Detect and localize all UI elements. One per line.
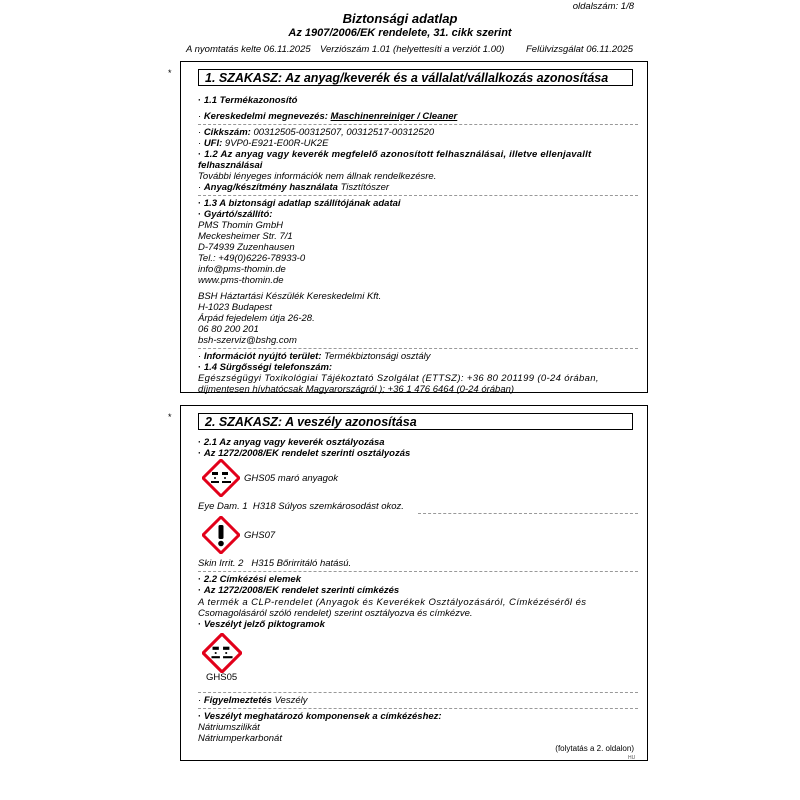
eye-class: Eye Dam. 1 [198, 501, 248, 512]
supplier-label [198, 209, 272, 220]
ufi-value: 9VP0-E921-E00R-UK2E [224, 138, 329, 149]
version: Verziószám 1.01 (helyettesíti a verziót 1.00) [320, 44, 505, 55]
clp-label-title-text: Az 1272/2008/EK rendelet szerinti címkézés [203, 585, 400, 596]
supplier-line: D-74939 Zuzenhausen [198, 242, 295, 253]
language-code: HU [628, 755, 636, 761]
s14-title [198, 362, 332, 373]
s22-title-text: 2.2 Címkézési elemek [203, 574, 301, 585]
s14-title-text: 1.4 Sürgősségi telefonszám: [203, 362, 333, 373]
picto-title [198, 619, 325, 630]
divider [198, 124, 638, 125]
components-title [198, 711, 442, 722]
ghs05-label: GHS05 maró anyagok [244, 473, 338, 484]
divider [198, 195, 638, 196]
supplier-line: Meckesheimer Str. 7/1 [198, 231, 293, 242]
supplier-line: PMS Thomin GmbH [198, 220, 283, 231]
info-value: Termékbiztonsági osztály [324, 351, 431, 362]
s11-title-text: 1.1 Termékazonosító [203, 95, 298, 106]
info-label: Információt nyújtó terület: [203, 351, 322, 362]
document-subtitle: Az 1907/2006/EK rendelete, 31. cikk szerint [288, 27, 512, 39]
supplier-line: info@pms-thomin.de [198, 264, 286, 275]
skin-hazard: H315 Bőrirritáló hatású. [251, 558, 352, 569]
distributor-line: H-1023 Budapest [198, 302, 272, 313]
divider [198, 348, 638, 349]
trade-label: Kereskedelmi megnevezés: [203, 111, 328, 122]
ghs07-label: GHS07 [244, 530, 276, 541]
s12-text: További lényeges információk nem állnak rendelkezésre. [198, 171, 437, 182]
s21-title [198, 437, 385, 448]
s12-title-cont: felhasználásai [198, 160, 263, 171]
ghs05-corrosion-icon [202, 459, 240, 497]
article-row [198, 127, 434, 138]
eye-hazard: H318 Súlyos szemkárosodást okoz. [252, 501, 404, 512]
skin-irrit-row [198, 558, 351, 569]
signal-word-row [198, 695, 308, 706]
supplier-line: Tel.: +49(0)6226-78933-0 [198, 253, 306, 264]
trade-value: Maschinenreiniger / Cleaner [330, 111, 458, 122]
ghs07-exclamation-icon [202, 516, 240, 554]
component-item: Nátriumszilikát [198, 722, 260, 733]
print-date: A nyomtatás kelte 06.11.2025 [186, 44, 311, 55]
page-number: oldalszám: 1/8 [572, 1, 634, 12]
supplier-label-text: Gyártó/szállító: [203, 209, 273, 220]
clp-text-line: A termék a CLP-rendelet (Anyagok és Keverékek Osztályozásáról, Címkézéséről és [198, 597, 587, 608]
section2-heading: 2. SZAKASZ: A veszély azonosítása [198, 413, 633, 430]
emergency-line: díjmentesen hívhatócsak Magyarországról ); +36 1 476 6464 (0-24 órában) [198, 384, 515, 395]
divider [198, 571, 638, 572]
ghs05-code: GHS05 [206, 672, 238, 683]
continued-note: (folytatás a 2. oldalon) [555, 744, 634, 753]
revision-date: Felülvizsgálat 06.11.2025 [526, 44, 634, 55]
divider [198, 708, 638, 709]
s13-title [198, 198, 401, 209]
section2-change-marker: * [168, 412, 172, 422]
signal-label: Figyelmeztetés [203, 695, 272, 706]
ufi-label: UFI: [203, 138, 223, 149]
info-row [198, 351, 430, 362]
s22-title [198, 574, 301, 585]
s12-title [198, 149, 591, 160]
ufi-row [198, 138, 328, 149]
signal-value: Veszély [274, 695, 308, 706]
document-title: Biztonsági adatlap [342, 11, 458, 26]
clp-text-line: Csomagolásáról szóló rendelet) szerint osztályozva és címkézve. [198, 608, 473, 619]
divider [198, 692, 638, 693]
supplier-line: www.pms-thomin.de [198, 275, 284, 286]
use-row [198, 182, 389, 193]
eye-dam-row [198, 501, 404, 512]
section1-heading: 1. SZAKASZ: Az anyag/keverék és a vállalat/vállalkozás azonosítása [198, 69, 633, 86]
skin-class: Skin Irrit. 2 [198, 558, 244, 569]
article-value: 00312505-00312507, 00312517-00312520 [253, 127, 435, 138]
components-title-text: Veszélyt meghatározó komponensek a címkézéshez: [203, 711, 442, 722]
s12-title-line1: 1.2 Az anyag vagy keverék megfelelő azonosított felhasználásai, illetve ellenjavallt [204, 149, 592, 160]
use-value: Tisztítószer [340, 182, 390, 193]
divider [418, 513, 638, 514]
s11-title [198, 95, 297, 106]
use-label: Anyag/készítmény használata [203, 182, 338, 193]
section1-change-marker: * [168, 68, 172, 78]
distributor-line: 06 80 200 201 [198, 324, 259, 335]
emergency-line: Egészségügyi Toxikológiai Tájékoztató Szolgálat (ETTSZ): +36 80 201199 (0-24 órában, [198, 373, 599, 384]
clp-label-title [198, 585, 399, 596]
s13-title-text: 1.3 A biztonsági adatlap szállítójának adatai [203, 198, 401, 209]
trade-name-row [198, 111, 457, 122]
ghs05-label-pictogram-icon [202, 633, 242, 673]
distributor-line: BSH Háztartási Készülék Kereskedelmi Kft. [198, 291, 382, 302]
picto-title-text: Veszélyt jelző piktogramok [203, 619, 325, 630]
distributor-line: bsh-szerviz@bshg.com [198, 335, 297, 346]
article-label: Cikkszám: [203, 127, 251, 138]
s21-title-text: 2.1 Az anyag vagy keverék osztályozása [203, 437, 385, 448]
component-item: Nátriumperkarbonát [198, 733, 282, 744]
distributor-line: Árpád fejedelem útja 26-28. [198, 313, 315, 324]
clp-class-title [198, 448, 410, 459]
clp-class-title-text: Az 1272/2008/EK rendelet szerinti osztályozás [203, 448, 411, 459]
